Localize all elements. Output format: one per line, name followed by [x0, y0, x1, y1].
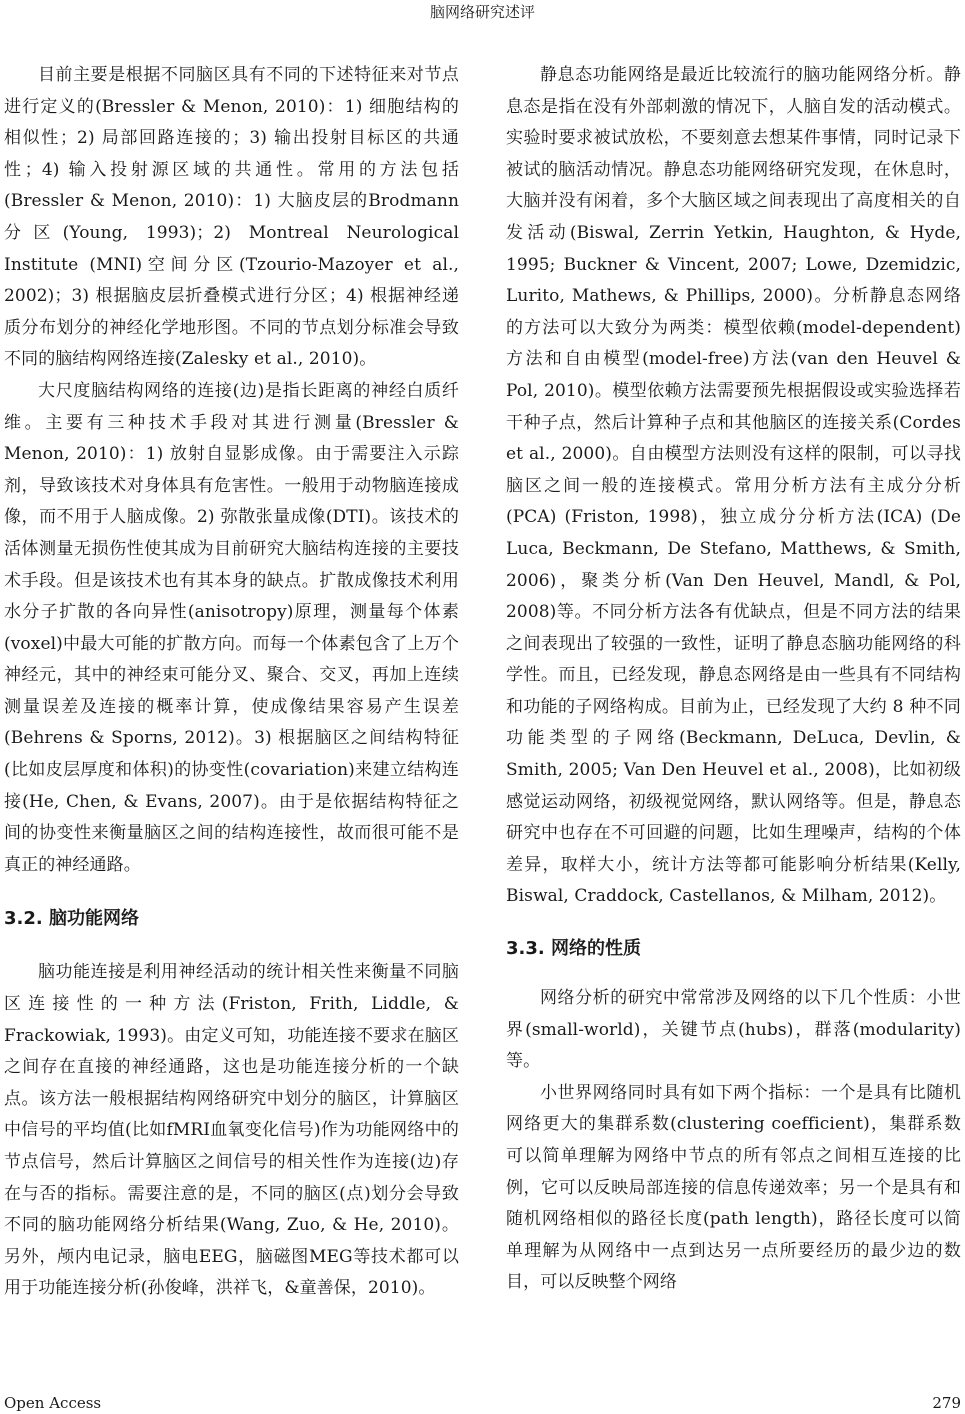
- section-heading-network-properties: 3.3. 网络的性质: [506, 938, 641, 960]
- page-number: 279: [932, 1394, 961, 1412]
- paragraph-network-properties: 网络分析的研究中常常涉及网络的以下几个性质：小世界(small-world)，关键节点(hubs)，群落(modularity)等。: [506, 988, 961, 1072]
- paragraph-small-world: 小世界网络同时具有如下两个指标：一个是具有比随机网络更大的集群系数(clustering coefficient)，集群系数可以简单理解为网络中节点的所有邻点之间相互连接的比例，它可以反映局部连接的信息传递效率；另一个是具有和随机网络相似的路径长度(path length)，路径长度可以简单理解为从网络中一点到达另一点所要经历的最少边的数目，可以反映整个网络: [506, 1082, 961, 1293]
- paragraph-functional-connectivity: 脑功能连接是利用神经活动的统计相关性来衡量不同脑区连接性的一种方法(Friston, Frith, Liddle, & Frackowiak, 1993)。由定义可知，功能连接不要求在脑区之间存在直接的神经通路，这也是功能连接分析的一个缺点。该方法一般根据结构网络研究中划分的脑区，计算脑区中信号的平均值(比如fMRI血氧变化信号)作为功能网络中的节点信号，然后计算脑区之间信号的相关性作为连接(边)存在与否的指标。需要注意的是，不同的脑区(点)划分会导致不同的脑功能网络分析结果(Wang, Zuo, & He, 2010)。另外，颅内电记录，脑电EEG，脑磁图MEG等技术都可以用于功能连接分析(孙俊峰，洪祥飞，&童善保，2010)。: [4, 962, 459, 1299]
- running-title: 脑网络研究述评: [429, 3, 535, 21]
- right-column: [506, 60, 961, 1299]
- section-heading-functional-network: 3.2. 脑功能网络: [4, 908, 139, 930]
- footer-publisher: Open Access: [4, 1394, 102, 1412]
- left-column: [4, 60, 459, 1305]
- paragraph-node-definition: 目前主要是根据不同脑区具有不同的下述特征来对节点进行定义的(Bressler & Menon, 2010)：1) 细胞结构的相似性；2) 局部回路连接的；3) 输出投射目标区的共通性；4) 输入投射源区域的共通性。常用的方法包括(Bressler & Menon, 2010)：1) 大脑皮层的Brodmann分区(Young, 1993)；2) Montreal Neurological Institute (MNI)空间分区(Tzourio-Mazoyer et al., 2002)；3) 根据脑皮层折叠模式进行分区；4) 根据神经递质分布划分的神经化学地形图。不同的节点划分标准会导致不同的脑结构网络连接(Zalesky et al., 2010)。: [4, 65, 459, 370]
- paragraph-structural-connections: 大尺度脑结构网络的连接(边)是指长距离的神经白质纤维。主要有三种技术手段对其进行测量(Bressler & Menon, 2010)：1) 放射自显影成像。由于需要注入示踪剂，导致该技术对身体具有危害性。一般用于动物脑连接成像，而不用于人脑成像。2) 弥散张量成像(DTI)。该技术的活体测量无损伤性使其成为目前研究大脑结构连接的主要技术手段。但是该技术也有其本身的缺点。扩散成像技术利用水分子扩散的各向异性(anisotropy)原理，测量每个体素(voxel)中最大可能的扩散方向。而每一个体素包含了上万个神经元，其中的神经束可能分叉、聚合、交叉，再加上连续测量误差及连接的概率计算，使成像结果容易产生误差(Behrens & Sporns, 2012)。3) 根据脑区之间结构特征(比如皮层厚度和体积)的协变性(covariation)来建立结构连接(He, Chen, & Evans, 2007)。由于是依据结构特征之间的协变性来衡量脑区之间的结构连接性，故而很可能不是真正的神经通路。: [4, 380, 459, 875]
- paragraph-resting-state: 静息态功能网络是最近比较流行的脑功能网络分析。静息态是指在没有外部刺激的情况下，人脑自发的活动模式。实验时要求被试放松，不要刻意去想某件事情，同时记录下被试的脑活动情况。静息态功能网络研究发现，在休息时，大脑并没有闲着，多个大脑区域之间表现出了高度相关的自发活动(Biswal, Zerrin Yetkin, Haughton, & Hyde, 1995; Buckner & Vincent, 2007; Lowe, Dzemidzic, Lurito, Mathews, & Phillips, 2000)。分析静息态网络的方法可以大致分为两类：模型依赖(model-dependent)方法和自由模型(model-free)方法(van den Heuvel & Pol, 2010)。模型依赖方法需要预先根据假设或实验选择若干种子点，然后计算种子点和其他脑区的连接关系(Cordes et al., 2000)。自由模型方法则没有这样的限制，可以寻找脑区之间一般的连接模式。常用分析方法有主成分分析(PCA) (Friston, 1998)，独立成分分析方法(ICA) (De Luca, Beckmann, De Stefano, Matthews, & Smith, 2006)，聚类分析(Van Den Heuvel, Mandl, & Pol, 2008)等。不同分析方法各有优缺点，但是不同方法的结果之间表现出了较强的一致性，证明了静息态脑功能网络的科学性。而且，已经发现，静息态网络是由一些具有不同结构和功能的子网络构成。目前为止，已经发现了大约 8 种不同功能类型的子网络(Beckmann, DeLuca, Devlin, & Smith, 2005; Van Den Heuvel et al., 2008)，比如初级感觉运动网络，初级视觉网络，默认网络等。但是，静息态研究中也存在不可回避的问题，比如生理噪声，结构的个体差异，取样大小，统计方法等都可能影响分析结果(Kelly, Biswal, Craddock, Castellanos, & Milham, 2012)。: [506, 65, 961, 907]
